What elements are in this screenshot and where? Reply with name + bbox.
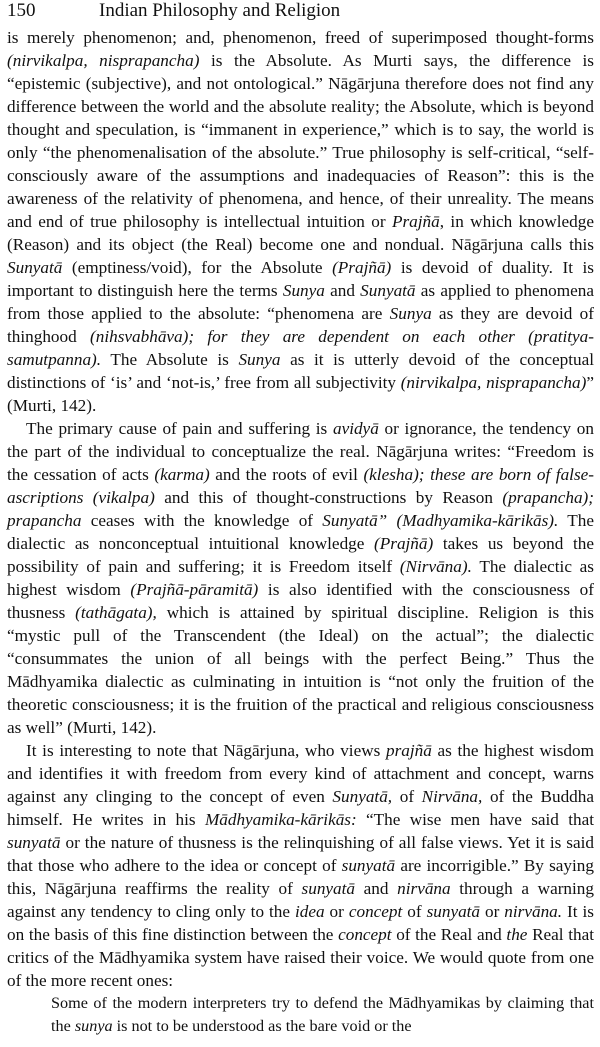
paragraph-3: It is interesting to note that Nāgārjuna, who views prajñā as the highest wisdom and identifies it with freedom from every kind of attachment and concept, warns against any clinging to the concept of even Sunyatā, of Nirvāna, of the Buddha himself. He writes in his Mādhyamika-kārikās: “The wise men have said that sunyatā or the nature of thusness is the relinquishing of all false views. Yet it is said that those who adhere to the idea or concept of sunyatā are incorrigible.” By saying this, Nāgārjuna reaffirms the reality of sunyatā and nirvāna through a warning against any tendency to cling only to the idea or concept of sunyatā or nirvāna. It is on the basis of this fine distinction between the concept of the Real and the Real that critics of the Mādhyamika system have raised their voice. We would quote from one of the more recent ones: bbox=[7, 741, 594, 990]
block-quote-text: Some of the modern interpreters try to defend the Mādhyamikas by claiming that the sunya is not to be understood as the bare void or the bbox=[51, 994, 594, 1035]
paragraph-2: The primary cause of pain and suffering is avidyā or ignorance, the tendency on the part of the individual to conceptualize the real. Nāgārjuna writes: “Freedom is the cessation of acts (karma) and the roots of evil (klesha); these are born of false-ascriptions (vikalpa) and this of thought-constructions by Reason (prapancha); prapancha ceases with the knowledge of Sunyatā” (Madhyamika-kārikās). The dialectic as nonconceptual intuitional knowledge (Prajñā) takes us beyond the possibility of pain and suffering; it is Freedom itself (Nirvāna). The dialectic as highest wisdom (Prajñā-pāramitā) is also identified with the consciousness of thusness (tathāgata), which is attained by spiritual discipline. Religion is this “mystic pull of the Transcendent (the Ideal) on the actual”; the dialectic “consummates the union of all beings with the perfect Being.” Thus the Mādhyamika dialectic as culminating in intuition is “not only the fruition of the theoretic consciousness; it is the fruition of the practical and religious consciousness as well” (Murti, 142). bbox=[7, 419, 594, 737]
page-header bbox=[7, 0, 594, 26]
page-number: 150 bbox=[7, 0, 36, 21]
running-title: Indian Philosophy and Religion bbox=[99, 0, 341, 21]
paragraph-1: is merely phenomenon; and, phenomenon, freed of superimposed thought-forms (nirvikalpa, nisprapancha) is the Absolute. As Murti says, the difference is “epistemic (subjective), and not ontological.” Nāgārjuna therefore does not find any difference between the world and the absolute reality; the Absolute, which is beyond thought and speculation, is “immanent in experience,” which is to say, the world is only “the phenomenalisation of the absolute.” True philosophy is self-critical, “self-consciously aware of the assumptions and inadequacies of Reason”: this is the awareness of the relativity of phenomena, and hence, of their unreality. The means and end of true philosophy is intellectual intuition or Prajñā, in which knowledge (Reason) and its object (the Real) become one and nondual. Nāgārjuna calls this Sunyatā (emptiness/void), for the Absolute (Prajñā) is devoid of duality. It is important to distinguish here the terms Sunya and Sunyatā as applied to phenomena from those applied to the absolute: “phenomena are Sunya as they are devoid of thinghood (nihsvabhāva); for they are dependent on each other (pratitya-samutpanna). The Absolute is Sunya as it is utterly devoid of the conceptual distinctions of ‘is’ and ‘not-is,’ free from all subjectivity (nirvikalpa, nisprapancha)” (Murti, 142). bbox=[7, 28, 594, 415]
block-quote bbox=[51, 992, 594, 1038]
body-text bbox=[7, 26, 594, 992]
